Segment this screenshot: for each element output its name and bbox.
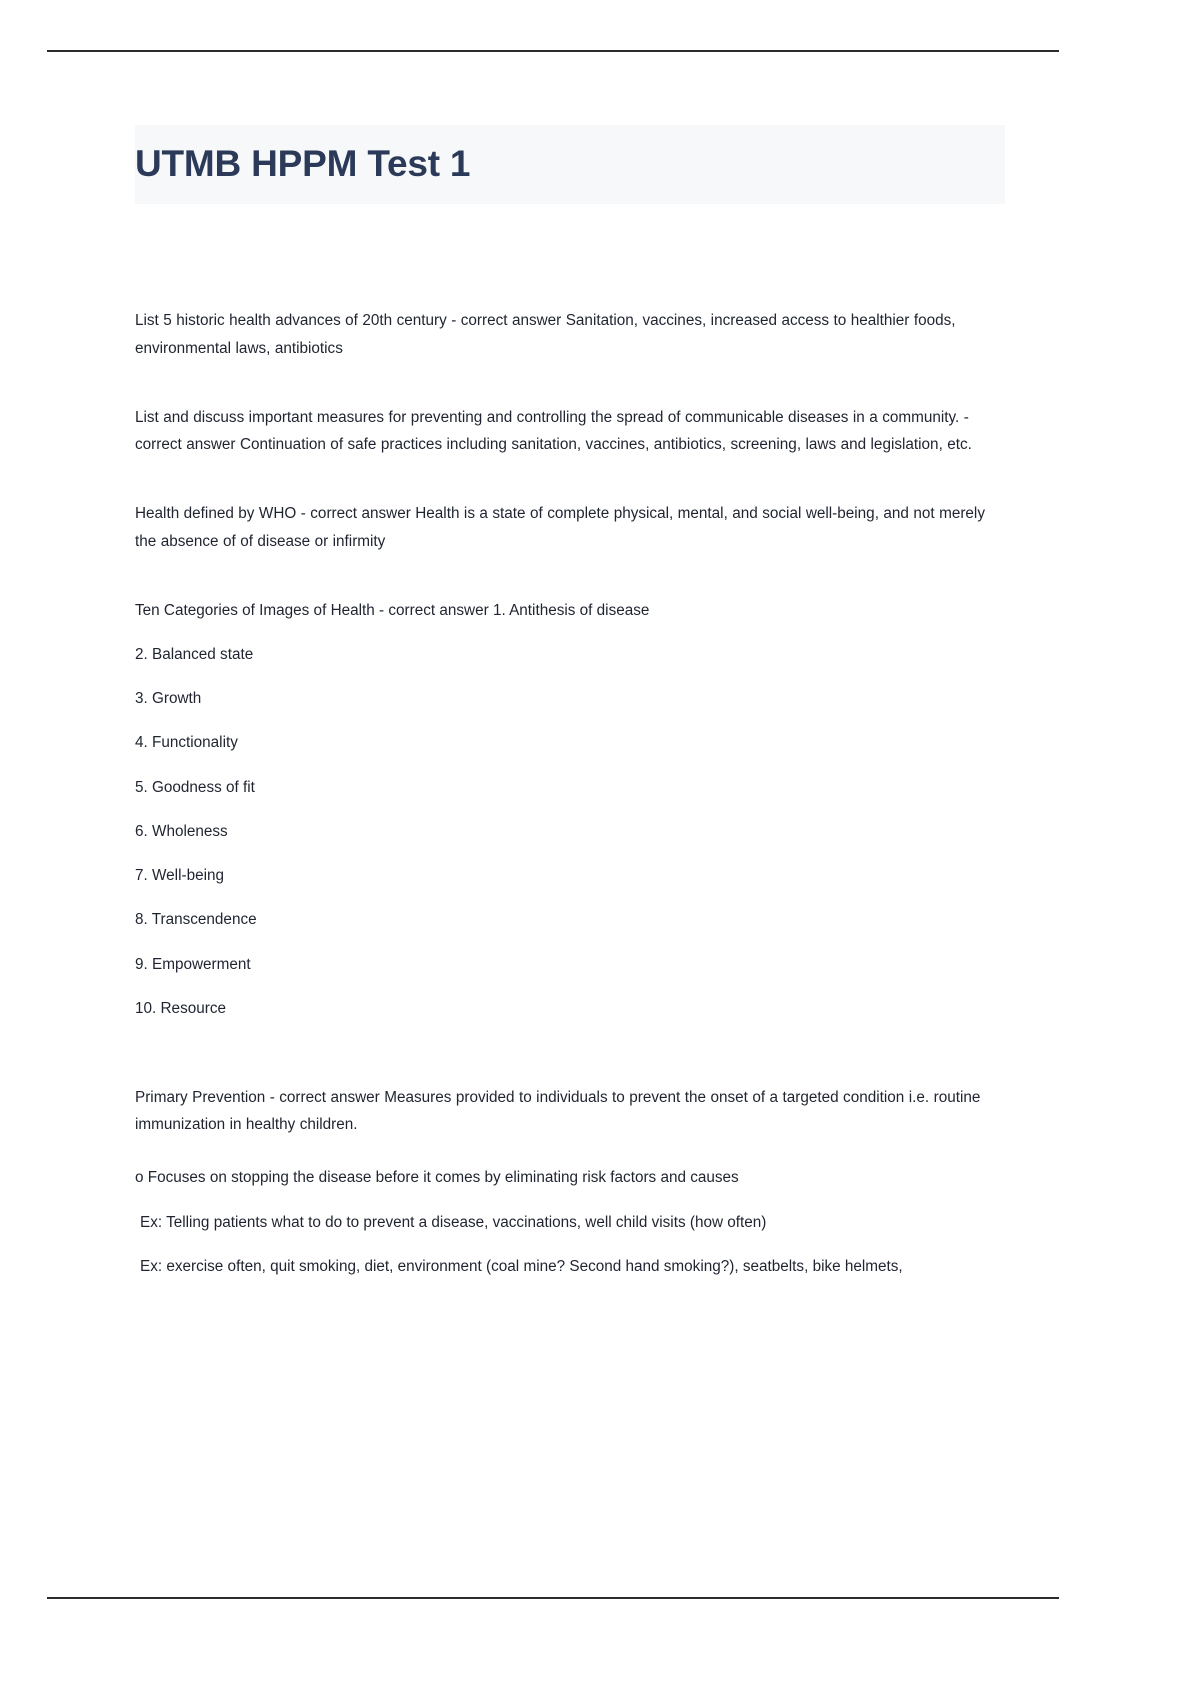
document-content xyxy=(135,125,1005,1280)
list-item: 7. Well-being xyxy=(135,867,224,885)
page-top-rule xyxy=(47,50,1059,52)
title-banner xyxy=(135,125,1005,204)
qa-block-who-health-definition: Health defined by WHO - correct answer Health is a state of complete physical, mental, and social well-being, and not merely the absence of of disease or infirmity xyxy=(135,505,985,550)
section-spacer xyxy=(135,1039,1005,1084)
page-bottom-rule xyxy=(47,1597,1059,1599)
list-item: 6. Wholeness xyxy=(135,822,228,840)
paragraph-spacer xyxy=(135,1138,1005,1164)
list-item: 10. Resource xyxy=(135,999,226,1017)
list-item: 3. Growth xyxy=(135,690,202,708)
qa-block-images-of-health-intro: Ten Categories of Images of Health - correct answer 1. Antithesis of disease xyxy=(135,601,650,619)
list-item: 9. Empowerment xyxy=(135,955,251,973)
list-item: 4. Functionality xyxy=(135,734,238,752)
document-body xyxy=(135,307,1005,1280)
list-item: 8. Transcendence xyxy=(135,911,257,929)
qa-block-primary-prevention: Primary Prevention - correct answer Measures provided to individuals to prevent the onset of a targeted condition i.e. routine immunization in healthy children. xyxy=(135,1088,981,1134)
qa-block-communicable-disease-measures: List and discuss important measures for preventing and controlling the spread of communicable diseases in a community. - correct answer Continuation of safe practices including sanitation, vaccines, antibiotics, screening, laws and legislation, etc. xyxy=(135,408,972,454)
page-title: UTMB HPPM Test 1 xyxy=(135,143,471,184)
list-item: 2. Balanced state xyxy=(135,645,254,663)
qa-block-historic-advances: List 5 historic health advances of 20th century - correct answer Sanitation, vaccines, increased access to healthier foods, environmental laws, antibiotics xyxy=(135,312,956,357)
detail-example: Ex: exercise often, quit smoking, diet, environment (coal mine? Second hand smoking?), seatbelts, bike helmets, xyxy=(140,1257,903,1275)
detail-example: Ex: Telling patients what to do to prevent a disease, vaccinations, well child visits (how often) xyxy=(140,1213,767,1231)
primary-prevention-details xyxy=(135,1164,1005,1280)
images-of-health-list xyxy=(135,641,1005,1022)
detail-bullet: o Focuses on stopping the disease before it comes by eliminating risk factors and causes xyxy=(135,1169,739,1187)
list-item: 5. Goodness of fit xyxy=(135,778,255,796)
